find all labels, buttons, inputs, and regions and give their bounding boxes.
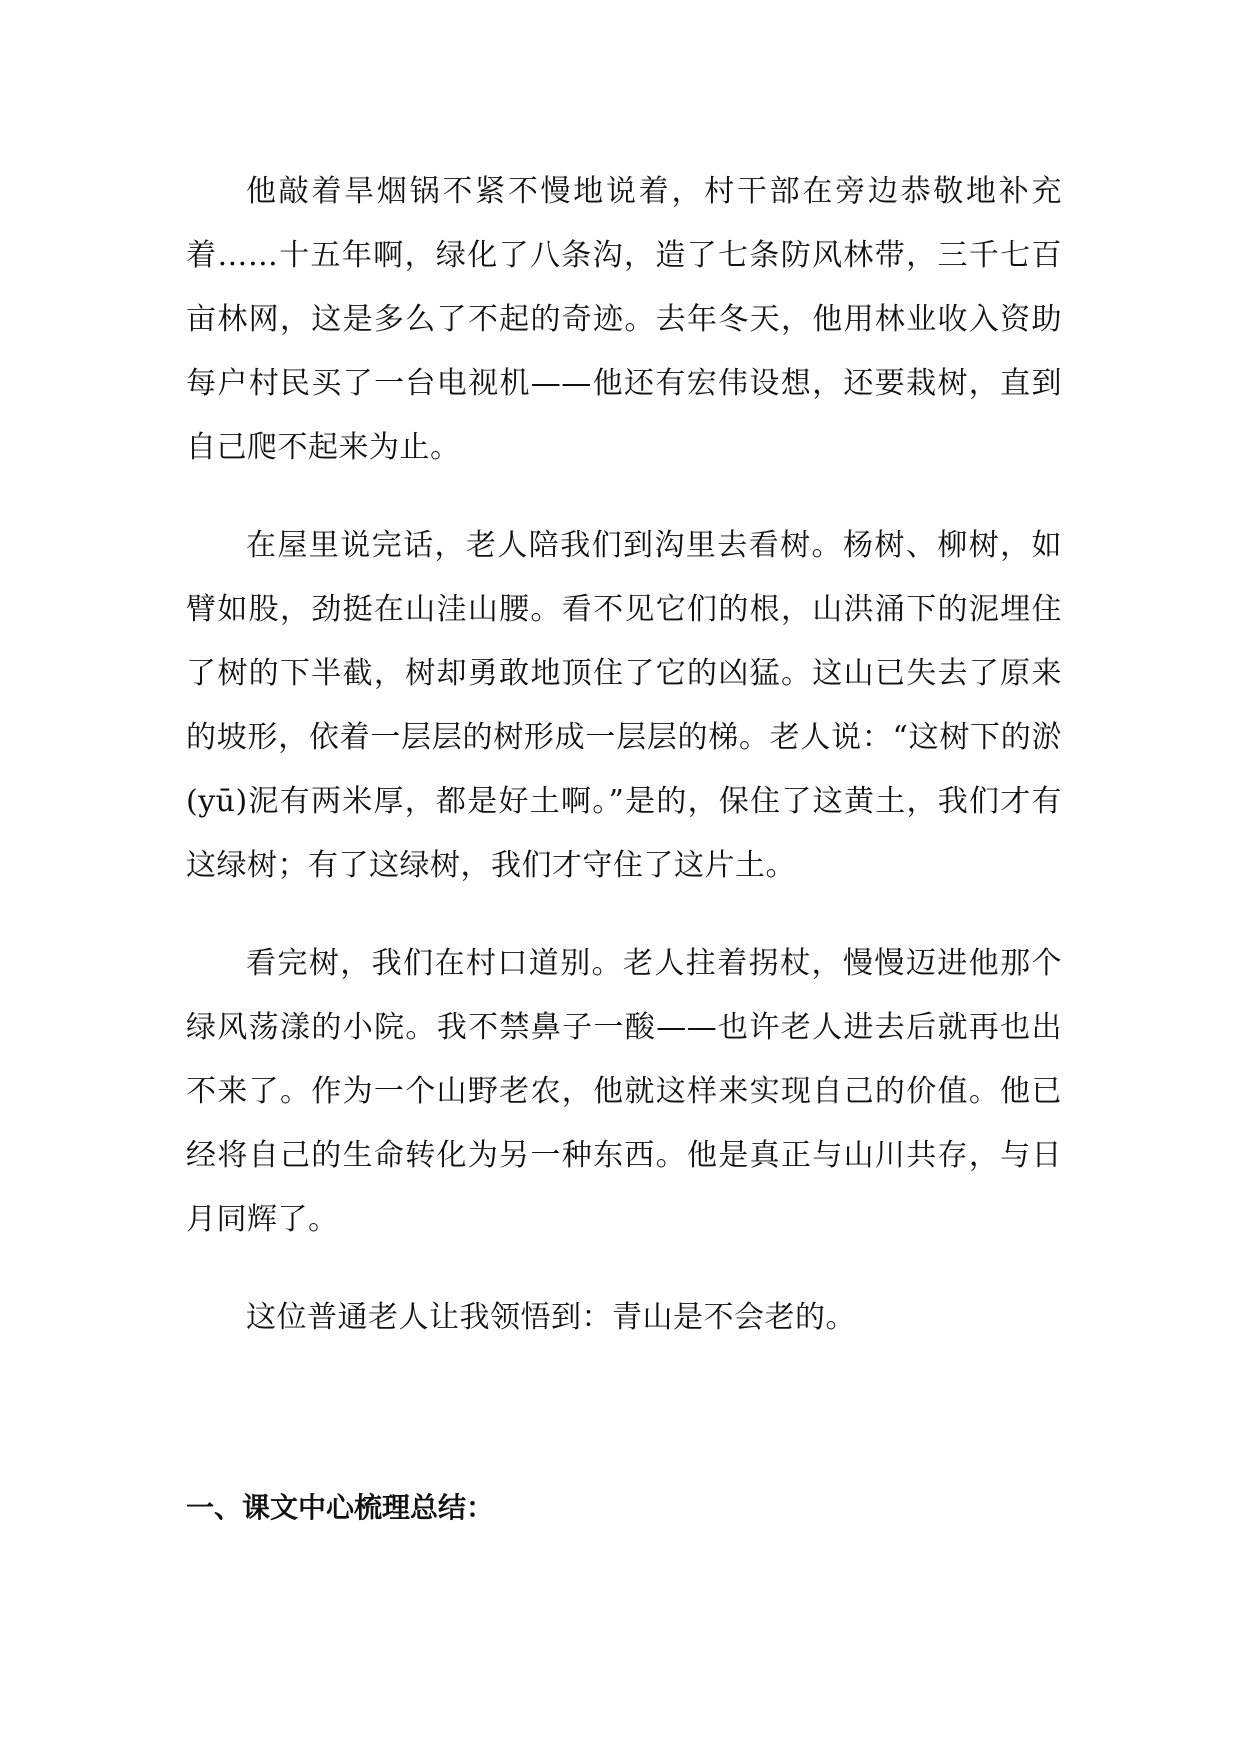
paragraph-3: 看完树，我们在村口道别。老人拄着拐杖，慢慢迈进他那个绿风荡漾的小院。我不禁鼻子一酸——也许老人进去后就再也出不来了。作为一个山野老农，他就这样来实现自己的价值。他已经将自己的生命转化为另一种东西。他是真正与山川共存，与日月同辉了。 [186, 946, 1062, 1237]
section-heading: 一、课文中心梳理总结： [186, 1491, 495, 1524]
body-text [186, 160, 1062, 1350]
paragraph-4: 这位普通老人让我领悟到：青山是不会老的。 [246, 1300, 856, 1335]
paragraph-2: 在屋里说完话，老人陪我们到沟里去看树。杨树、柳树，如臂如股，劲挺在山洼山腰。看不见它们的根，山洪涌下的泥埋住了树的下半截，树却勇敢地顶住了它的凶猛。这山已失去了原来的坡形，依着一层层的树形成一层层的梯。老人说：“这树下的淤(yū)泥有两米厚，都是好土啊。”是的，保住了这黄土，我们才有这绿树；有了这绿树，我们才守住了这片土。 [186, 528, 1062, 883]
paragraph-1: 他敲着旱烟锅不紧不慢地说着，村干部在旁边恭敬地补充着……十五年啊，绿化了八条沟，造了七条防风林带，三千七百亩林网，这是多么了不起的奇迹。去年冬天，他用林业收入资助每户村民买了一台电视机——他还有宏伟设想，还要栽树，直到自己爬不起来为止。 [186, 174, 1062, 465]
